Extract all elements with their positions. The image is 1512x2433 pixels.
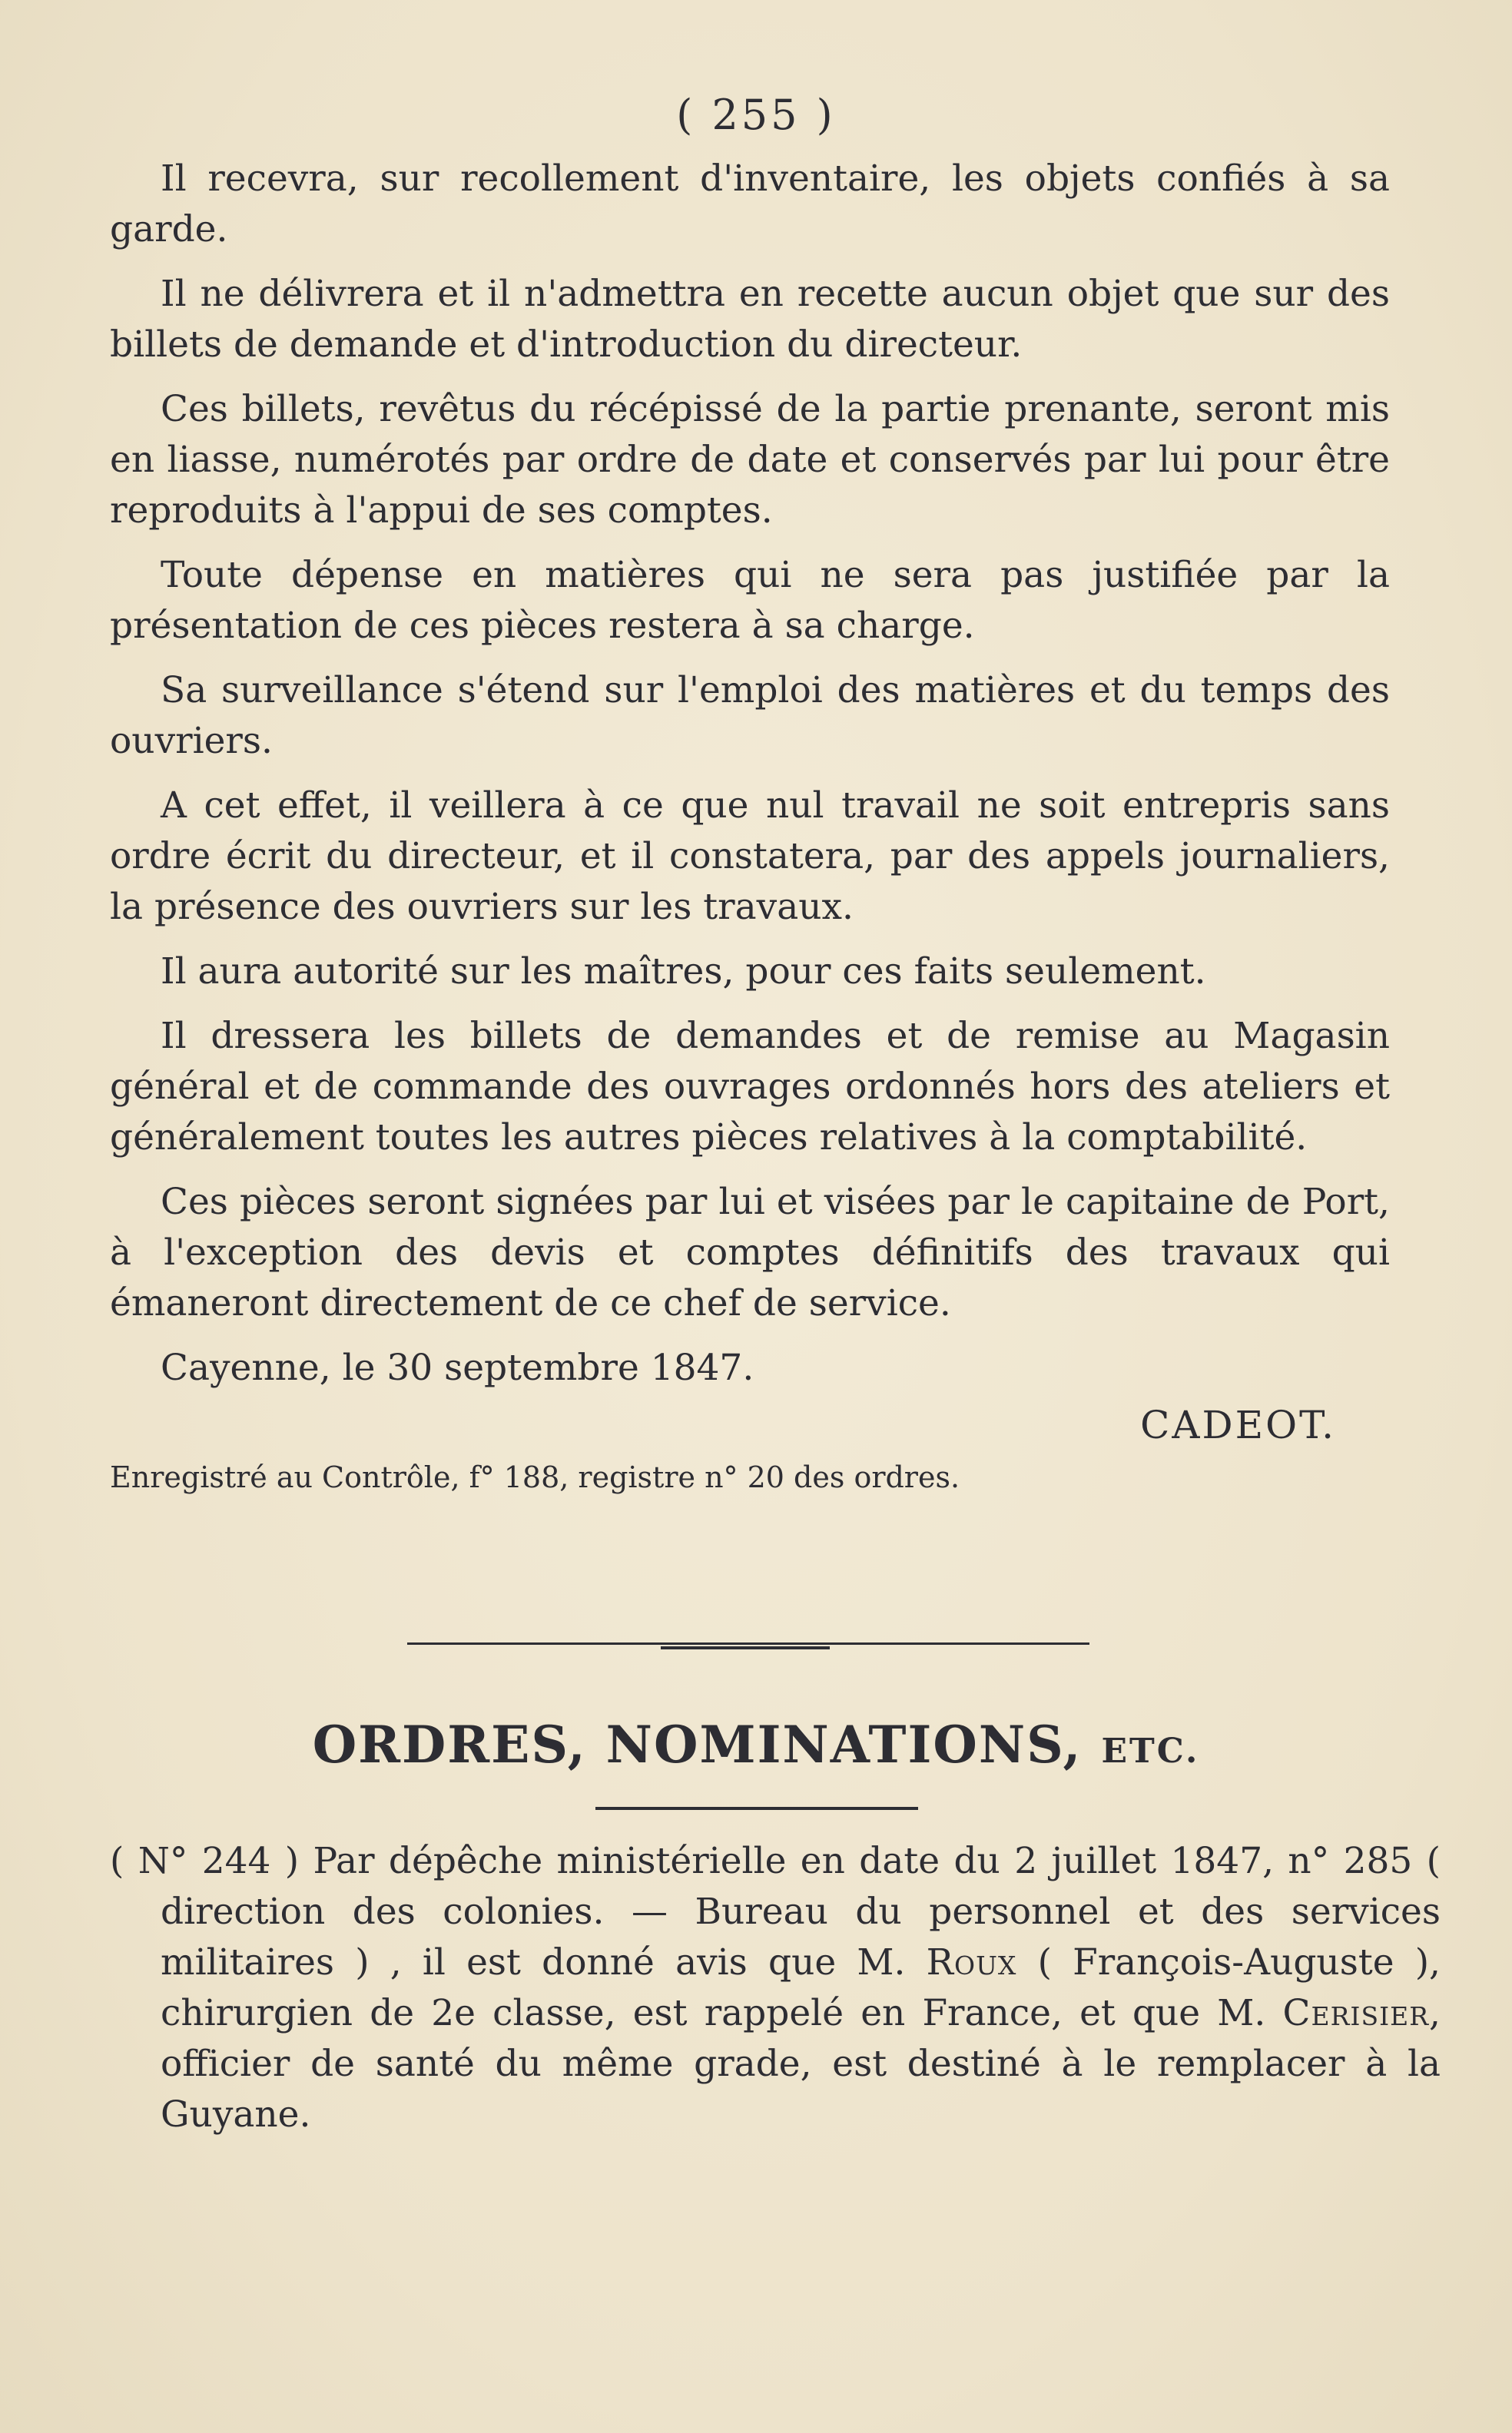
section-divider xyxy=(407,1642,1089,1645)
signature: CADEOT. xyxy=(1140,1403,1336,1447)
paragraph: Il dressera les billets de demandes et de remise au Magasin général et de commande des ouvrages ordonnés hors des ateliers et généralement toutes les autres pièces relatives à la comptabilité. xyxy=(110,1015,1390,1158)
nomination-entry xyxy=(110,1836,1441,2140)
person-name: Cerisier xyxy=(1282,1992,1430,2034)
page-number: ( 255 ) xyxy=(676,91,836,139)
section-title xyxy=(0,1715,1512,1775)
person-name: Roux xyxy=(926,1941,1017,1984)
paragraph: Sa surveillance s'étend sur l'emploi des matières et du temps des ouvriers. xyxy=(110,669,1390,762)
paragraph: A cet effet, il veillera à ce que nul travail ne soit entrepris sans ordre écrit du directeur, et il constatera, par des appels journaliers, la présence des ouvriers sur les travaux. xyxy=(110,784,1390,928)
section-title-main: ORDRES, NOMINATIONS, xyxy=(312,1715,1083,1775)
paragraph: Ces pièces seront signées par lui et visées par le capitaine de Port, à l'exception des devis et comptes définitifs des travaux qui émaneront directement de ce chef de service. xyxy=(110,1181,1390,1324)
paragraph: Il recevra, sur recollement d'inventaire, les objets confiés à sa garde. xyxy=(110,157,1390,250)
paragraph: Il aura autorité sur les maîtres, pour ces faits seulement. xyxy=(161,950,1206,993)
closing-place-date: Cayenne, le 30 septembre 1847. xyxy=(161,1347,754,1389)
entry-text: , officier de santé du même grade, est destiné à le remplacer à la Guyane. xyxy=(161,1992,1441,2136)
body-text xyxy=(110,154,1390,1497)
entry-number: ( N° 244 ) xyxy=(110,1840,300,1882)
paragraph: Ces billets, revêtus du récépissé de la partie prenante, seront mis en liasse, numérotés par ordre de date et conservés par lui pour être reproduits à l'appui de ses comptes. xyxy=(110,388,1390,532)
title-underline xyxy=(595,1807,918,1810)
paragraph: Toute dépense en matières qui ne sera pas justifiée par la présentation de ces pièces restera à sa charge. xyxy=(110,554,1390,647)
entry-text: Par dépêche ministérielle en date du 2 juillet 1847, n° 285 ( direction des colonies. — Bureau du personnel et des services militaires ) , il est donné avis que M. xyxy=(161,1840,1441,1984)
section-title-suffix: ETC. xyxy=(1101,1732,1200,1771)
entry-text: ( François-Auguste ), chirurgien de 2e classe, est rappelé en France, et que M. xyxy=(161,1941,1441,2034)
registration-note: Enregistré au Contrôle, f° 188, registre n° 20 des ordres. xyxy=(110,1460,960,1494)
paragraph: Il ne délivrera et il n'admettra en recette aucun objet que sur des billets de demande et d'introduction du directeur. xyxy=(110,273,1390,366)
